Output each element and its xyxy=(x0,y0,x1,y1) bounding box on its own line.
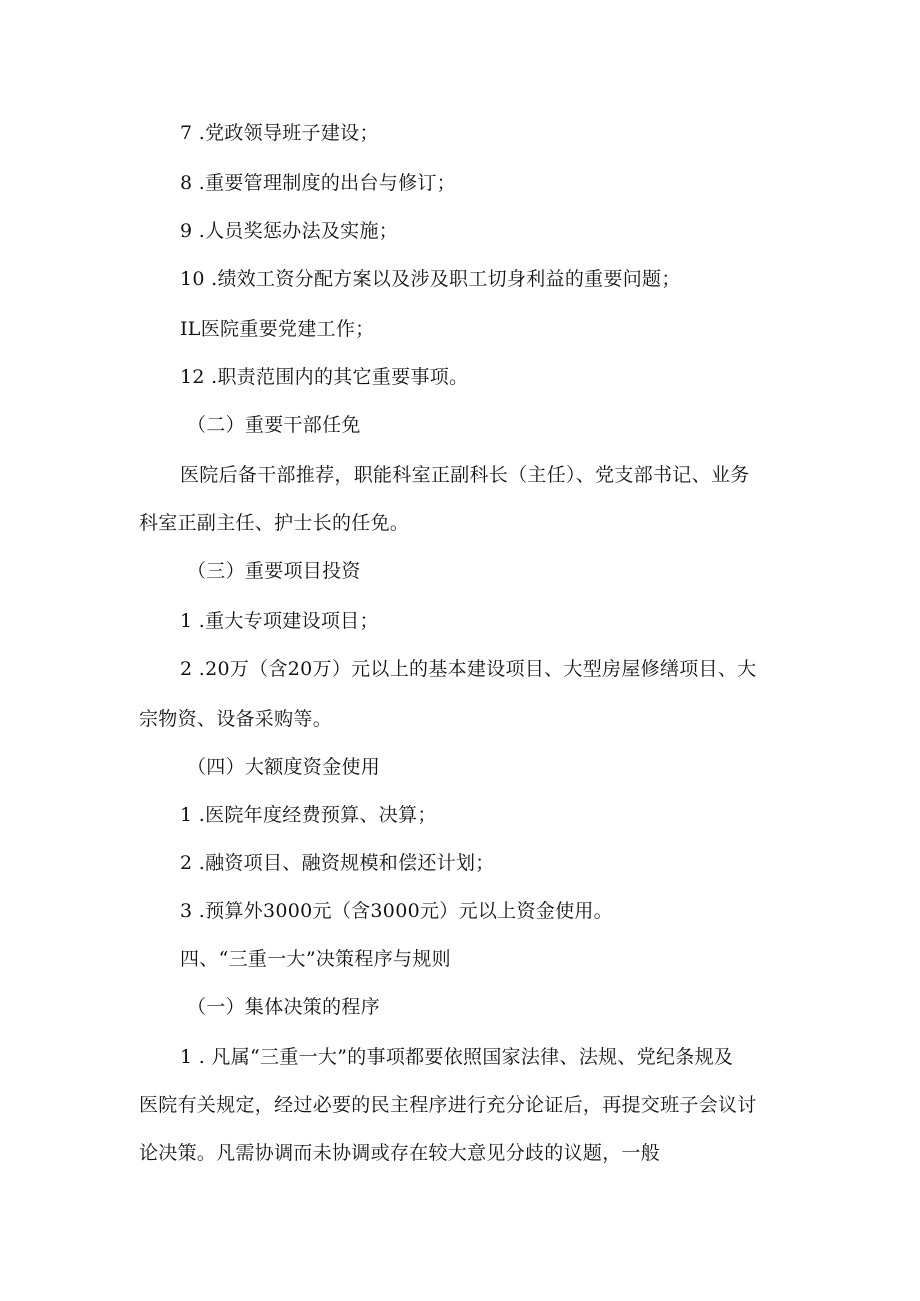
subsection-heading-project-investment: （三）重要项目投资 xyxy=(187,560,361,582)
paragraph-line: 论决策。凡需协调而未协调或存在较大意见分歧的议题，一般 xyxy=(139,1142,661,1164)
list-item: 1 .重大专项建设项目； xyxy=(180,610,379,632)
list-item: 2 .融资项目、融资规模和偿还计划； xyxy=(180,852,495,874)
paragraph-line: 1 . 凡属“三重一大”的事项都要依照国家法律、法规、党纪条规及 xyxy=(180,1046,734,1068)
list-item: 3 .预算外3000元（含3000元）元以上资金使用。 xyxy=(180,900,613,922)
list-item-10: 10 .绩效工资分配方案以及涉及职工切身利益的重要问题； xyxy=(180,268,681,290)
paragraph-line: 科室正副主任、护士长的任免。 xyxy=(139,512,410,534)
list-item: 2 .20万（含20万）元以上的基本建设项目、大型房屋修缮项目、大 xyxy=(180,658,757,680)
list-item-9: 9 .人员奖惩办法及实施； xyxy=(180,220,399,242)
section-heading-decision-procedure: 四、“三重一大”决策程序与规则 xyxy=(180,948,451,970)
paragraph-line: 宗物资、设备采购等。 xyxy=(139,708,333,730)
paragraph-line: 医院有关规定，经过必要的民主程序进行充分论证后，再提交班子会议讨 xyxy=(139,1094,757,1116)
subsection-heading-large-funds: （四）大额度资金使用 xyxy=(187,756,381,778)
list-item-12: 12 .职责范围内的其它重要事项。 xyxy=(180,366,469,388)
list-item-7: 7 .党政领导班子建设； xyxy=(180,122,379,144)
list-item-11: IL医院重要党建工作； xyxy=(180,318,375,340)
list-item: 1 .医院年度经费预算、决算； xyxy=(180,804,437,826)
paragraph-line: 医院后备干部推荐，职能科室正副科长（主任）、党支部书记、业务 xyxy=(180,464,750,486)
subsection-heading-cadre-appointment: （二）重要干部任免 xyxy=(187,414,361,436)
subsection-heading-collective-decision: （一）集体决策的程序 xyxy=(187,996,381,1018)
list-item-8: 8 .重要管理制度的出台与修订； xyxy=(180,172,456,194)
